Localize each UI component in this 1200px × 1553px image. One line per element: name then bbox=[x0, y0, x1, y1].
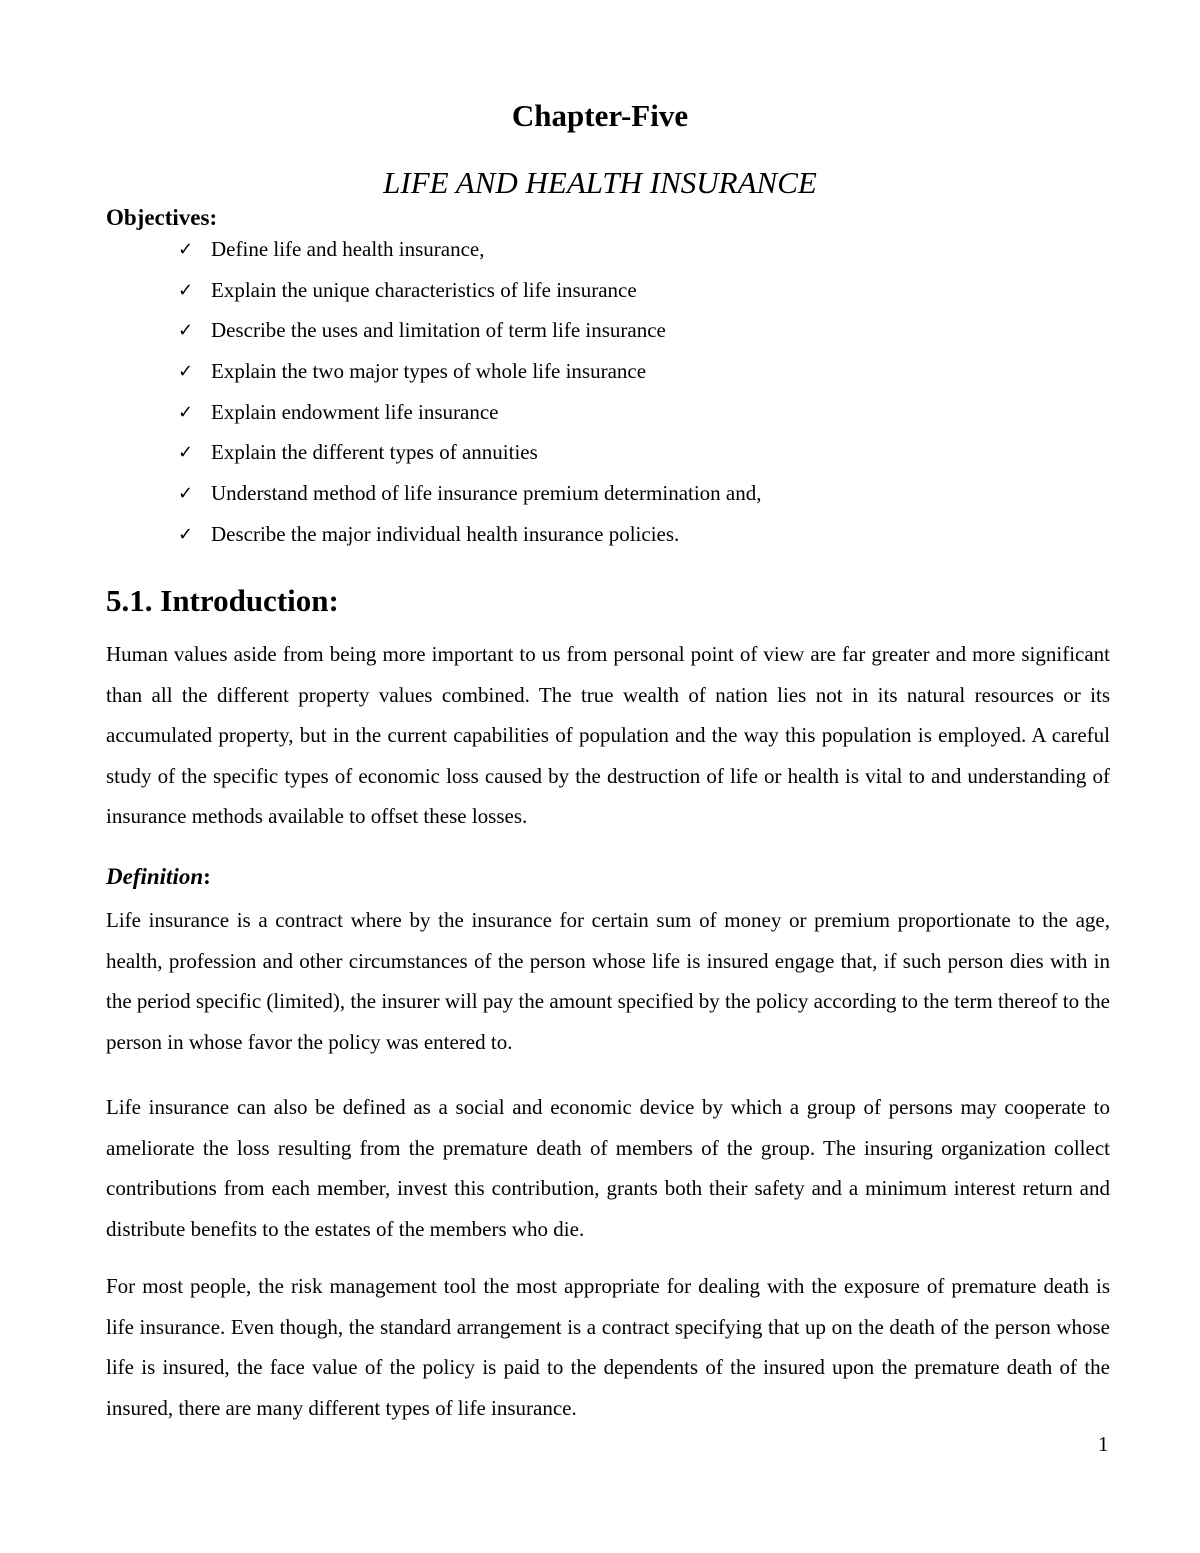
section-title-introduction: 5.1. Introduction: bbox=[106, 583, 339, 618]
checkmark-icon: ✓ bbox=[178, 483, 194, 505]
objective-text: Describe the major individual health insurance policies. bbox=[211, 521, 680, 546]
definition-heading-colon: : bbox=[203, 864, 211, 889]
checkmark-icon: ✓ bbox=[178, 320, 194, 342]
list-item bbox=[178, 432, 762, 473]
chapter-subtitle: LIFE AND HEALTH INSURANCE bbox=[383, 165, 817, 200]
objective-text: Explain the unique characteristics of life insurance bbox=[211, 277, 637, 302]
list-item bbox=[178, 229, 762, 270]
list-item bbox=[178, 392, 762, 433]
page-number: 1 bbox=[1098, 1432, 1109, 1456]
definition-heading-text: Definition bbox=[106, 864, 204, 889]
definition-heading bbox=[106, 864, 211, 890]
list-item bbox=[178, 514, 762, 555]
objective-text: Understand method of life insurance premium determination and, bbox=[211, 481, 762, 506]
list-item bbox=[178, 270, 762, 311]
objectives-heading: Objectives: bbox=[106, 205, 218, 230]
checkmark-icon: ✓ bbox=[178, 442, 194, 464]
list-item bbox=[178, 310, 762, 351]
definition-paragraph-2: Life insurance can also be defined as a social and economic device by which a group of persons may cooperate to ameliorate the loss resulting from the premature death of members of the group. The insuring organization collect contributions from each member, invest this contribution, grants both their safety and a minimum interest return and distribute benefits to the estates of the members who die. bbox=[106, 1095, 1110, 1241]
objective-text: Explain the different types of annuities bbox=[211, 440, 538, 465]
list-item bbox=[178, 351, 762, 392]
objective-text: Describe the uses and limitation of term life insurance bbox=[211, 318, 666, 343]
checkmark-icon: ✓ bbox=[178, 523, 194, 545]
checkmark-icon: ✓ bbox=[178, 401, 194, 423]
chapter-title: Chapter-Five bbox=[511, 98, 689, 133]
objective-text: Explain endowment life insurance bbox=[211, 399, 499, 424]
definition-paragraph-1: Life insurance is a contract where by the insurance for certain sum of money or premium proportionate to the age, health, profession and other circumstances of the person whose life is insured engage that, if such person dies with in the period specific (limited), the insurer will pay the amount specified by the policy according to the term thereof to the person in whose favor the policy was entered to. bbox=[106, 908, 1110, 1054]
checkmark-icon: ✓ bbox=[178, 361, 194, 383]
checkmark-icon: ✓ bbox=[178, 239, 194, 260]
checkmark-icon: ✓ bbox=[178, 279, 194, 301]
objective-text: Explain the two major types of whole life insurance bbox=[211, 359, 647, 384]
introduction-paragraph: Human values aside from being more important to us from personal point of view are far greater and more significant than all the different property values combined. The true wealth of nation lies not in its natural resources or its accumulated property, but in the current capabilities of population and the way this population is employed. A careful study of the specific types of economic loss caused by the destruction of life or health is vital to and understanding of insurance methods available to offset these losses. bbox=[106, 642, 1110, 829]
objectives-list bbox=[178, 229, 762, 555]
objective-text: Define life and health insurance, bbox=[211, 237, 485, 261]
list-item bbox=[178, 473, 762, 514]
definition-paragraph-3: For most people, the risk management tool the most appropriate for dealing with the exposure of premature death is life insurance. Even though, the standard arrangement is a contract specifying that up on the death of the person whose life is insured, the face value of the policy is paid to the dependents of the insured upon the premature death of the insured, there are many different types of life insurance. bbox=[106, 1274, 1110, 1420]
